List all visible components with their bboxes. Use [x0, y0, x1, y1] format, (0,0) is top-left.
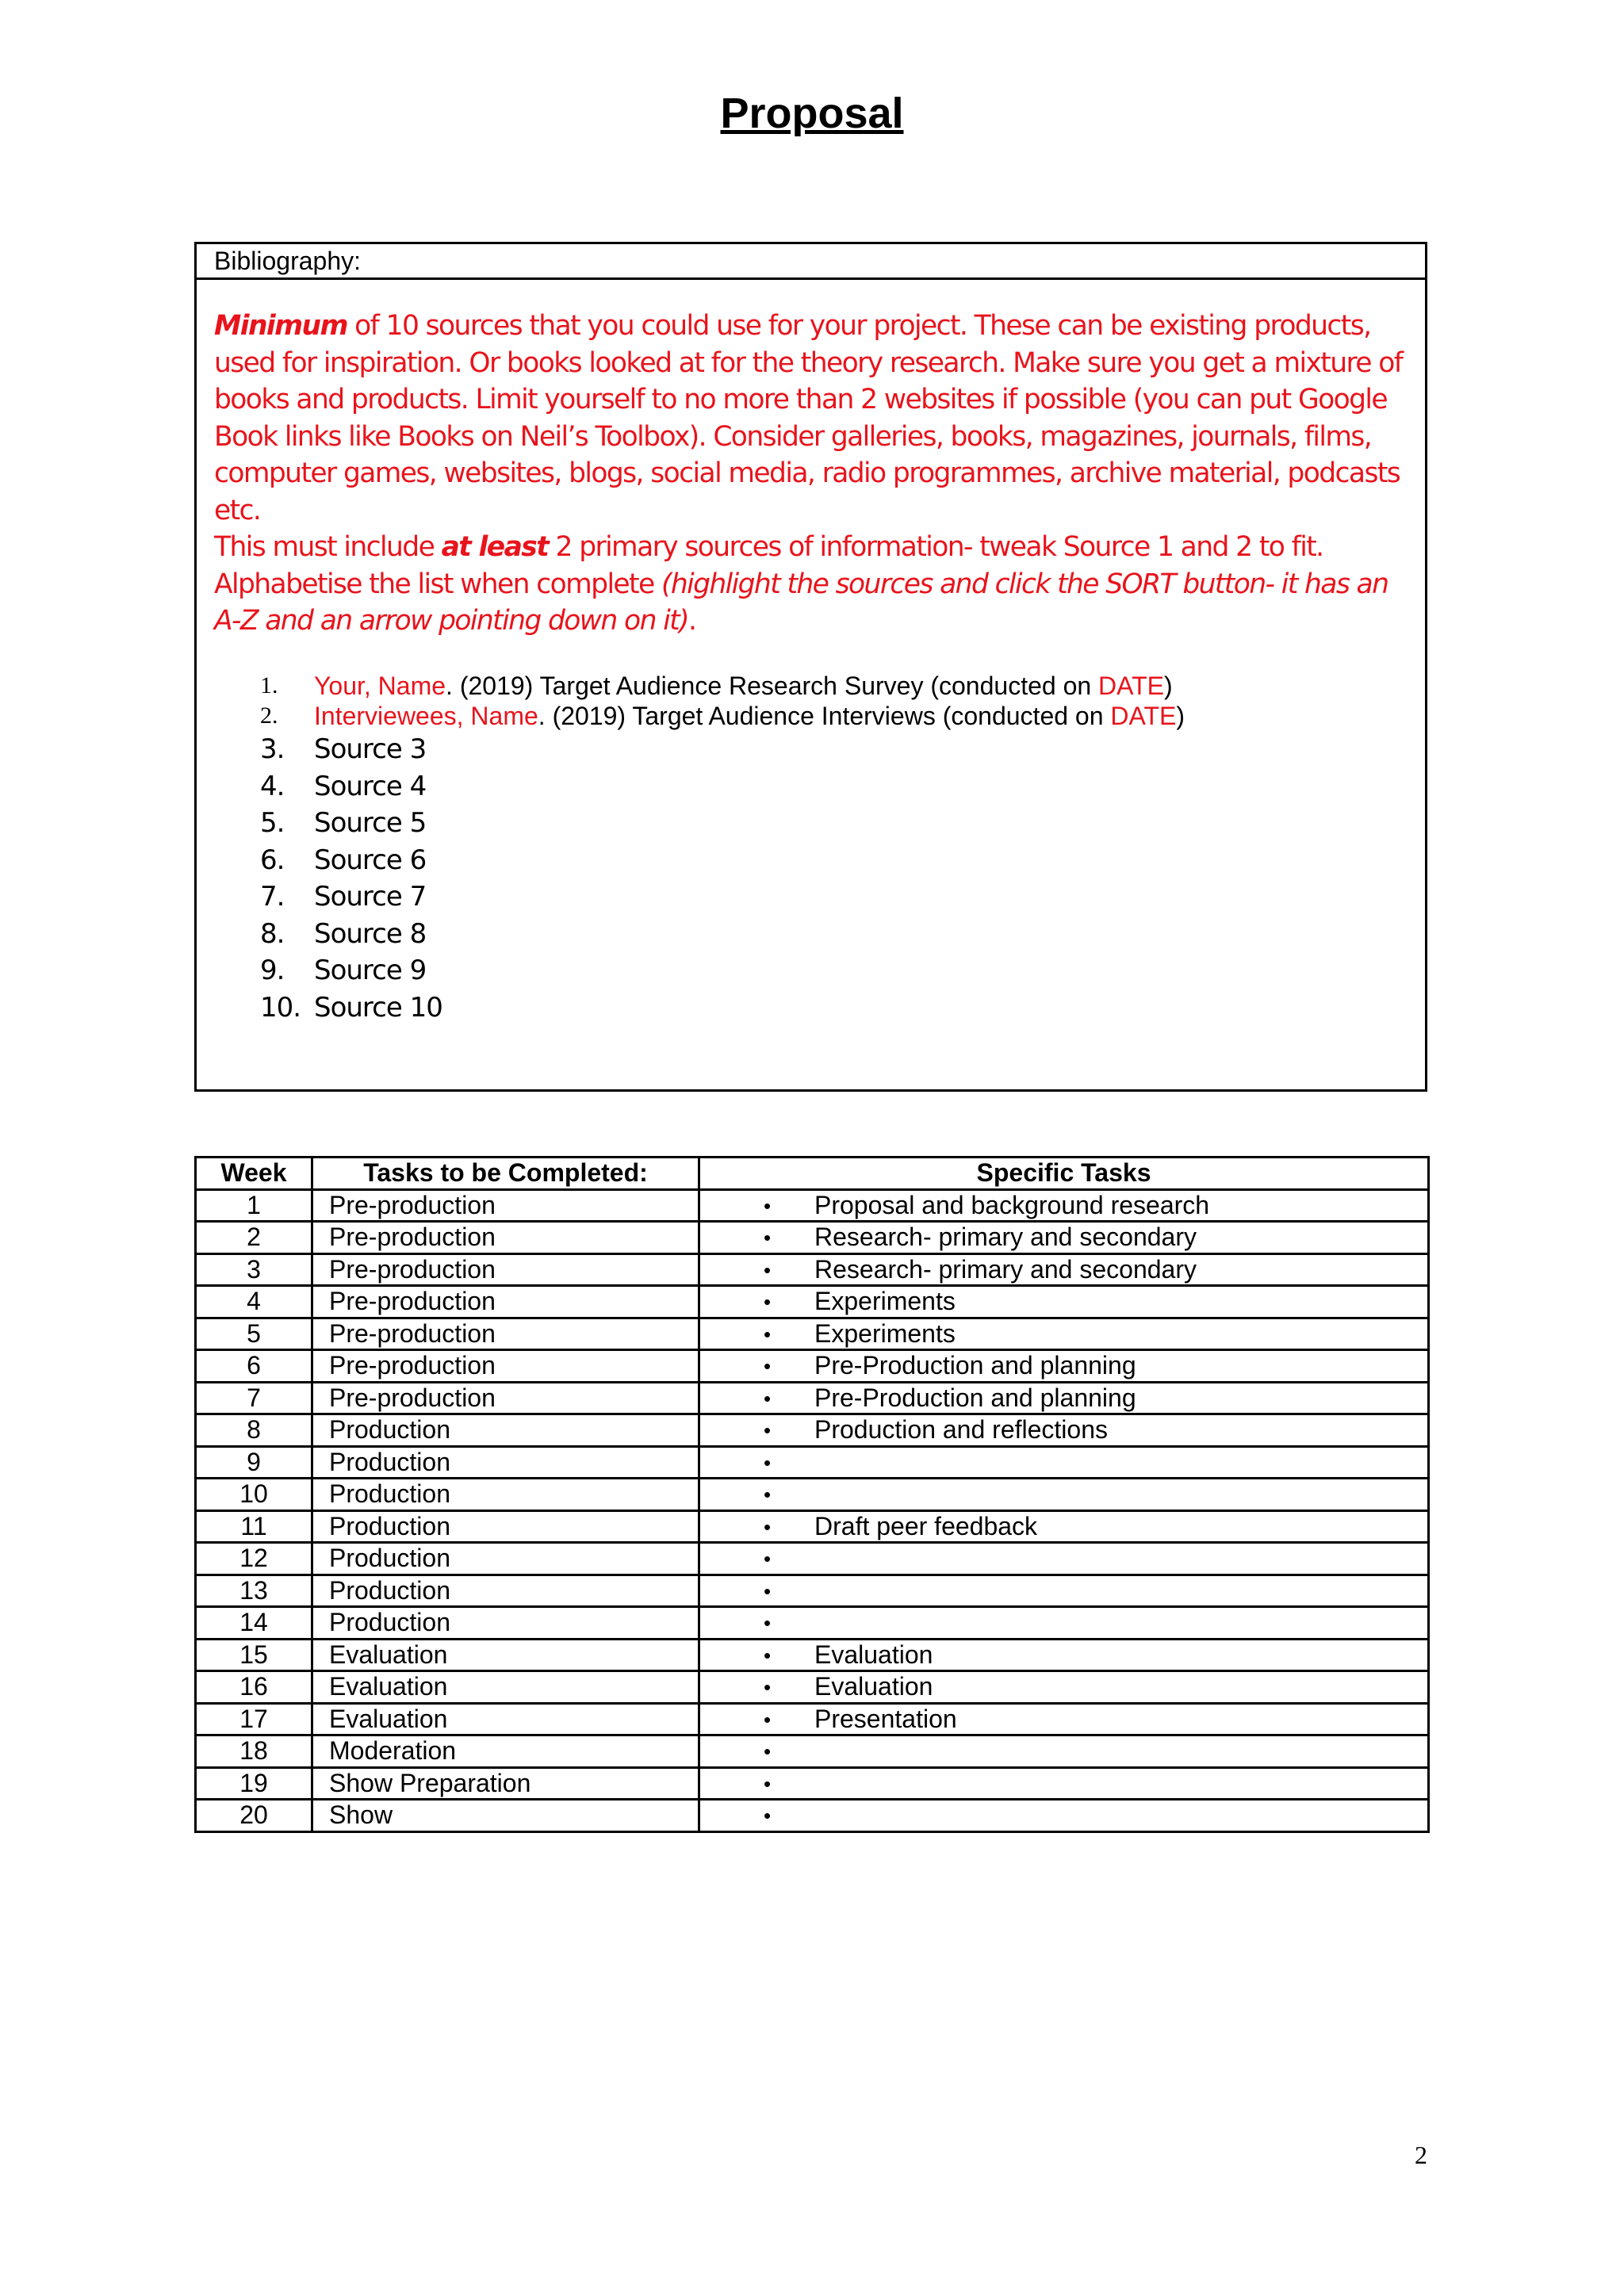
- instructions-part2-pre: This must include: [214, 531, 442, 563]
- specific-task-text: Research- primary and secondary: [814, 1223, 1197, 1252]
- task-cell: Show: [312, 1800, 699, 1832]
- table-row: [196, 1510, 1429, 1543]
- source-number: 10.: [260, 991, 301, 1024]
- task-cell: Show Preparation: [312, 1767, 699, 1800]
- source-close: ): [1164, 672, 1173, 700]
- source-text: Source 7: [314, 881, 427, 913]
- bullet-icon: •: [764, 1675, 772, 1699]
- task-cell: Production: [312, 1543, 699, 1575]
- table-row: [196, 1639, 1429, 1671]
- table-row: [196, 1414, 1429, 1447]
- specific-task-text: Production and reflections: [814, 1415, 1108, 1445]
- task-cell: Pre-production: [312, 1189, 699, 1222]
- bullet-icon: •: [764, 1322, 772, 1346]
- week-cell: 7: [196, 1382, 312, 1414]
- specific-task-text: Research- primary and secondary: [814, 1254, 1197, 1284]
- page-number: 2: [1415, 2141, 1427, 2169]
- specific-task-cell: [699, 1671, 1429, 1704]
- source-text: Source 6: [314, 844, 427, 876]
- bullet-icon: •: [764, 1514, 772, 1539]
- source-number: 4.: [260, 770, 285, 802]
- specific-task-cell: [699, 1767, 1429, 1800]
- source-text: Source 8: [314, 917, 427, 950]
- task-cell: Pre-production: [312, 1253, 699, 1286]
- specific-task-cell: [699, 1189, 1429, 1222]
- week-cell: 8: [196, 1414, 312, 1447]
- schedule-header-row: [196, 1158, 1429, 1190]
- bullet-icon: •: [764, 1450, 772, 1475]
- table-row: [196, 1350, 1429, 1383]
- table-row: [196, 1671, 1429, 1704]
- source-date: DATE: [1110, 702, 1177, 730]
- instructions-part1: of 10 sources that you could use for your project. These can be existing products, used for inspiration. Or books looked at for the theory research. Make sure you get a mixture of books and products. Limit yourself to no more than 2 websites if possible (you can put Google Book links like Books on Neil’s Toolbox). Consider galleries, books, magazines, journals, films, computer games, websites, blogs, social media, radio programmes, archive material, podcasts etc.: [214, 310, 1403, 526]
- week-cell: 3: [196, 1253, 312, 1286]
- specific-task-cell: [699, 1446, 1429, 1479]
- table-row: [196, 1575, 1429, 1607]
- week-cell: 19: [196, 1767, 312, 1800]
- bibliography-box: [194, 242, 1427, 1092]
- table-row: [196, 1735, 1429, 1768]
- week-cell: 20: [196, 1800, 312, 1832]
- source-number: 1.: [260, 672, 278, 698]
- source-text: Source 4: [314, 770, 427, 802]
- source-text: Source 10: [314, 991, 442, 1024]
- task-cell: Evaluation: [312, 1671, 699, 1704]
- table-row: [196, 1479, 1429, 1511]
- task-cell: Production: [312, 1446, 699, 1479]
- schedule-body: [196, 1189, 1429, 1831]
- header-tasks: Tasks to be Completed:: [312, 1158, 699, 1190]
- bullet-icon: •: [764, 1771, 772, 1796]
- bullet-icon: •: [764, 1578, 772, 1603]
- table-row: [196, 1189, 1429, 1222]
- source-author: Interviewees, Name: [314, 702, 538, 730]
- week-cell: 17: [196, 1703, 312, 1735]
- specific-task-text: Experiments: [814, 1287, 956, 1316]
- week-cell: 2: [196, 1222, 312, 1254]
- week-cell: 6: [196, 1350, 312, 1383]
- source-number: 5.: [260, 807, 285, 839]
- specific-task-cell: [699, 1510, 1429, 1543]
- task-cell: Moderation: [312, 1735, 699, 1768]
- week-cell: 4: [196, 1286, 312, 1318]
- task-cell: Pre-production: [312, 1350, 699, 1383]
- specific-task-cell: [699, 1318, 1429, 1350]
- bullet-icon: •: [764, 1418, 772, 1442]
- task-cell: Pre-production: [312, 1318, 699, 1350]
- task-cell: Production: [312, 1575, 699, 1607]
- instructions-minimum: Minimum: [214, 310, 347, 342]
- task-cell: Production: [312, 1479, 699, 1511]
- table-row: [196, 1446, 1429, 1479]
- bullet-icon: •: [764, 1193, 772, 1218]
- instructions-part3-italic: (highlight the sources and click the SORT button- it has an A-Z and an arrow pointing down on it): [214, 568, 1388, 637]
- task-cell: Pre-production: [312, 1382, 699, 1414]
- bullet-icon: •: [764, 1804, 772, 1827]
- bullet-icon: •: [764, 1483, 772, 1506]
- specific-task-text: Proposal and background research: [814, 1190, 1210, 1219]
- task-cell: Production: [312, 1414, 699, 1447]
- bullet-icon: •: [764, 1739, 772, 1763]
- week-cell: 14: [196, 1607, 312, 1640]
- week-cell: 11: [196, 1510, 312, 1543]
- week-cell: 9: [196, 1446, 312, 1479]
- instructions-at-least: at least: [441, 531, 549, 563]
- week-cell: 10: [196, 1479, 312, 1511]
- specific-task-text: Evaluation: [814, 1672, 933, 1701]
- source-text: Source 9: [314, 955, 427, 986]
- task-cell: Pre-production: [312, 1286, 699, 1318]
- specific-task-cell: [699, 1286, 1429, 1318]
- specific-task-cell: [699, 1575, 1429, 1607]
- bullet-icon: •: [764, 1643, 772, 1667]
- source-description: . (2019) Target Audience Research Survey (conducted on: [446, 672, 1099, 700]
- task-cell: Production: [312, 1510, 699, 1543]
- bibliography-header: Bibliography:: [197, 244, 1425, 280]
- week-cell: 18: [196, 1735, 312, 1768]
- instructions-part3-pre: Alphabetise the list when complete: [214, 568, 661, 600]
- source-text: [314, 701, 1185, 731]
- source-description: . (2019) Target Audience Interviews (conducted on: [538, 702, 1111, 730]
- source-number: 7.: [260, 881, 285, 913]
- specific-task-cell: [699, 1253, 1429, 1286]
- table-row: [196, 1543, 1429, 1575]
- specific-task-cell: [699, 1543, 1429, 1575]
- instructions-part2-post: 2 primary sources of information- tweak Source 1 and 2 to fit.: [548, 531, 1323, 563]
- week-cell: 15: [196, 1639, 312, 1671]
- task-cell: Pre-production: [312, 1222, 699, 1254]
- bullet-icon: •: [764, 1611, 772, 1635]
- specific-task-cell: [699, 1607, 1429, 1640]
- instructions-part3-end: .: [688, 605, 696, 637]
- table-row: [196, 1607, 1429, 1640]
- bullet-icon: •: [764, 1226, 772, 1249]
- specific-task-cell: [699, 1414, 1429, 1447]
- source-number: 9.: [260, 955, 285, 986]
- specific-task-text: Presentation: [814, 1704, 957, 1733]
- schedule-table: [194, 1156, 1430, 1833]
- page-title: Proposal: [720, 90, 904, 137]
- source-close: ): [1176, 702, 1185, 730]
- header-specific-tasks: Specific Tasks: [699, 1158, 1429, 1190]
- specific-task-cell: [699, 1382, 1429, 1414]
- bullet-icon: •: [764, 1386, 772, 1410]
- week-cell: 1: [196, 1189, 312, 1222]
- table-row: [196, 1767, 1429, 1800]
- week-cell: 13: [196, 1575, 312, 1607]
- source-number: 3.: [260, 733, 285, 765]
- source-text: [314, 671, 1173, 701]
- table-row: [196, 1703, 1429, 1735]
- source-number: 2.: [260, 702, 278, 729]
- specific-task-text: Pre-Production and planning: [814, 1351, 1136, 1380]
- week-cell: 12: [196, 1543, 312, 1575]
- bullet-icon: •: [764, 1354, 772, 1378]
- source-date: DATE: [1098, 672, 1165, 700]
- specific-task-text: Evaluation: [814, 1640, 933, 1669]
- bullet-icon: •: [764, 1257, 772, 1282]
- week-cell: 16: [196, 1671, 312, 1704]
- table-row: [196, 1222, 1429, 1254]
- specific-task-text: Draft peer feedback: [814, 1511, 1038, 1540]
- table-row: [196, 1286, 1429, 1318]
- bullet-icon: •: [764, 1290, 772, 1314]
- source-number: 8.: [260, 917, 285, 950]
- specific-task-cell: [699, 1703, 1429, 1735]
- table-row: [196, 1382, 1429, 1414]
- table-row: [196, 1253, 1429, 1286]
- task-cell: Evaluation: [312, 1703, 699, 1735]
- specific-task-cell: [699, 1479, 1429, 1511]
- specific-task-cell: [699, 1350, 1429, 1383]
- bullet-icon: •: [764, 1547, 772, 1571]
- bullet-icon: •: [764, 1707, 772, 1732]
- source-number: 6.: [260, 844, 285, 876]
- table-row: [196, 1800, 1429, 1832]
- task-cell: Production: [312, 1607, 699, 1640]
- specific-task-text: Experiments: [814, 1318, 956, 1348]
- week-cell: 5: [196, 1318, 312, 1350]
- header-week: Week: [196, 1158, 312, 1190]
- specific-task-cell: [699, 1800, 1429, 1832]
- bibliography-instructions: [214, 308, 1411, 640]
- specific-task-text: Pre-Production and planning: [814, 1383, 1136, 1412]
- source-author: Your, Name: [314, 672, 446, 700]
- task-cell: Evaluation: [312, 1639, 699, 1671]
- specific-task-cell: [699, 1735, 1429, 1768]
- table-row: [196, 1318, 1429, 1350]
- source-text: Source 5: [314, 807, 427, 839]
- source-text: Source 3: [314, 733, 427, 765]
- specific-task-cell: [699, 1222, 1429, 1254]
- specific-task-cell: [699, 1639, 1429, 1671]
